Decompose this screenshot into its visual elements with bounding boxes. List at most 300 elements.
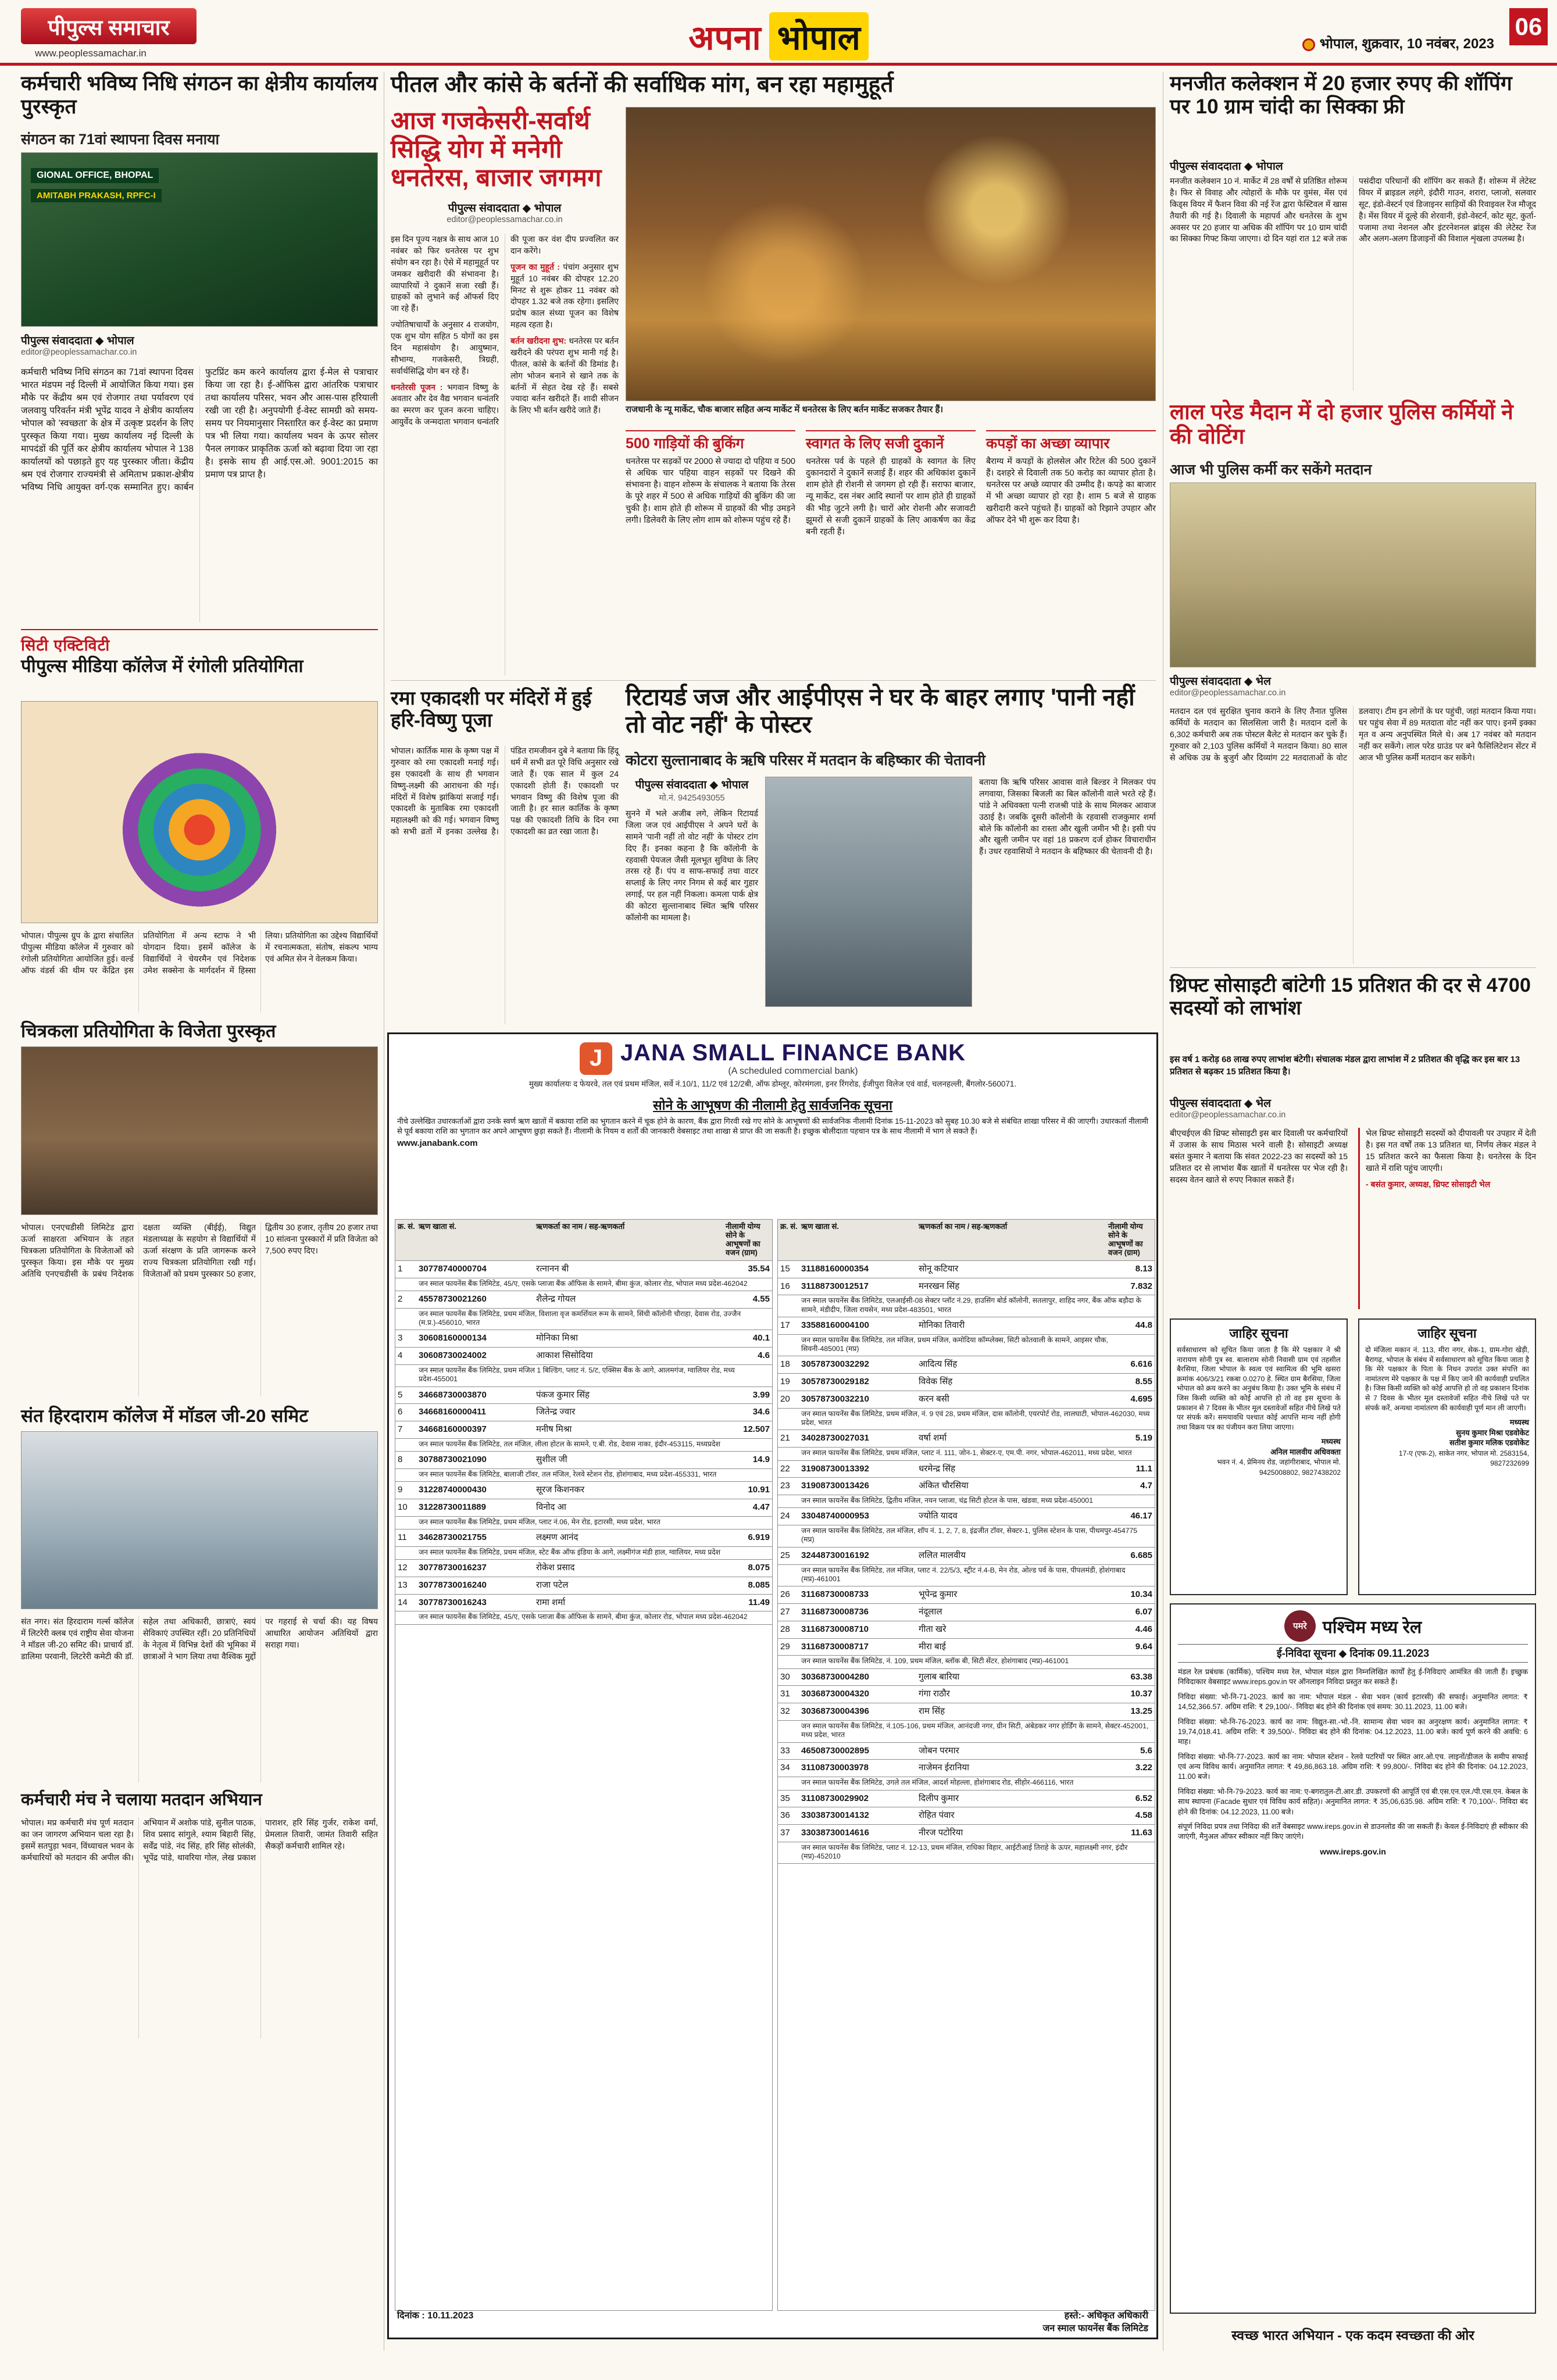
box-clothes xyxy=(986,430,1156,677)
col-no: क्र. सं. xyxy=(398,1222,415,1231)
row-weight: 63.38 xyxy=(1130,1671,1152,1682)
row-no: 17 xyxy=(780,1320,790,1330)
box-bookings-text: धनतेरस पर सड़कों पर 2000 से ज्यादा दो पहिया व 500 से अधिक चार पहिया वाहन सड़कों पर दिखने की संभावना है। वाहन शोरूम के संचालक ने बताया कि तेरस के पूरे शहर में 500 से अधिक गाड़ियों की बुकिंग की जा चुकी है। शाम होते ही शोरूम में ग्राहकों की भीड़ उमड़ने लगी। डिलेवरी के लिए लोग शाम को शोरूम पहुंच रहे हैं। xyxy=(626,456,795,525)
row-weight: 6.919 xyxy=(748,1532,770,1543)
auction-row xyxy=(778,1669,1155,1686)
row-weight: 4.7 xyxy=(1140,1481,1152,1491)
railway-website: www.ireps.gov.in xyxy=(1320,1846,1386,1856)
row-weight: 11.63 xyxy=(1131,1828,1152,1838)
thrift-rule xyxy=(1170,967,1536,968)
thrift-quote-block xyxy=(1358,1128,1536,1309)
row-account: 34028730027031 xyxy=(801,1433,869,1443)
ad-footer-date: दिनांक : 10.11.2023 xyxy=(397,2311,474,2321)
auction-row xyxy=(395,1577,772,1595)
row-account: 32448730016192 xyxy=(801,1550,869,1560)
row-no: 10 xyxy=(398,1502,408,1513)
row-borrower: राजा पटेल xyxy=(536,1579,569,1590)
thrift-contact: editor@peoplessamachar.co.in xyxy=(1170,1110,1286,1120)
row-account: 30578730029182 xyxy=(801,1377,869,1387)
dhanteras-photo-caption: राजधानी के न्यू मार्केट, चौक बाजार सहित अन्य मार्केट में धनतेरस के लिए बर्तन मार्केट सजकर तैयार हैं। xyxy=(626,405,944,414)
row-account: 31908730013426 xyxy=(801,1481,869,1491)
auction-row xyxy=(778,1825,1155,1864)
auction-table-left-wrap xyxy=(395,1219,773,2311)
notice2-body: दो मंजिला मकान नं. 113, मीरा नगर, सेक-1, ग्राम-गोरा खेड़ी, बैरागढ़, भोपाल के संबंध में सर्वसाधारण को सूचित किया जाता है कि मेरे पक्षकार के पिता के निधन उपरांत उक्त संपत्ति का नामांतरण मेरे पक्षकार के पक्ष में किए जाने की कार्यवाही प्रचलित है। जिस किसी व्यक्ति को कोई आपत्ति हो तो वह प्रकाशन दिनांक से 7 दिवस के भीतर मूल दस्तावेजों सहित नीचे लिखे पते पर संपर्क करें, अन्यथा नामांतरण की कार्यवाही पूर्ण मान ली जाएगी। xyxy=(1365,1346,1529,1412)
section-banner-apna: अपना xyxy=(688,19,761,57)
epfo-subhead: संगठन का 71वां स्थापना दिवस मनाया xyxy=(21,131,220,148)
notice2-advocate-1: सुनय कुमार मिश्रा एडवोकेट xyxy=(1456,1428,1529,1437)
auction-row xyxy=(778,1604,1155,1621)
row-borrower: नाजेमन ईरानिया xyxy=(919,1763,969,1773)
row-weight: 8.55 xyxy=(1135,1377,1152,1387)
row-weight: 5.6 xyxy=(1140,1745,1152,1756)
notice2-address: 17-ए (एफ-2), साकेत नगर, भोपाल मो. 2583154, 9827232699 xyxy=(1398,1449,1529,1468)
row-no: 7 xyxy=(398,1424,403,1435)
row-borrower: दिलीप कुमार xyxy=(919,1793,959,1803)
auction-row xyxy=(778,1391,1155,1430)
row-branch: जन स्माल फायनेंस बैंक लिमिटेड, प्रथम मंजिल, स्टेट बैंक ऑफ इंडिया के आगे, लक्ष्मीगंज मंडी हाल, ग्वालियर, मध्य प्रदेश xyxy=(395,1547,772,1560)
row-no: 11 xyxy=(398,1532,407,1543)
row-no: 15 xyxy=(780,1263,790,1274)
lalparade-headline: लाल परेड मैदान में दो हजार पुलिस कर्मियों ने की वोटिंग xyxy=(1170,400,1514,449)
row-borrower: विनोद आ xyxy=(536,1502,566,1513)
bank-auction-ad xyxy=(387,1032,1158,2339)
row-account: 31168730008733 xyxy=(801,1589,869,1600)
epfo-byline: पीपुल्स संवाददाता ◆ भोपाल xyxy=(21,335,134,347)
auction-row xyxy=(395,1404,772,1421)
auction-row xyxy=(778,1791,1155,1808)
row-borrower: शैलेन्द्र गोयल xyxy=(536,1293,576,1304)
row-no: 20 xyxy=(780,1393,790,1404)
auction-row xyxy=(778,1807,1155,1825)
row-account: 33038730014132 xyxy=(801,1810,869,1821)
auction-table-left-header xyxy=(395,1220,772,1261)
box-shops xyxy=(806,430,976,677)
row-account: 34628730021755 xyxy=(419,1532,487,1543)
row-no: 16 xyxy=(780,1281,790,1291)
row-account: 30778730016243 xyxy=(419,1597,487,1607)
auction-row xyxy=(778,1686,1155,1703)
row-branch: जन स्माल फायनेंस बैंक लिमिटेड, नं.105-106, प्रथम मंजिल, आनंदजी नगर, ग्रीन सिटी, अंबेडकर नगर होर्डिंग के सामने, सेक्टर-452001, मध्य प्रदेश, भारत xyxy=(778,1721,1155,1743)
paragraph-lead: धनतेरसी पूजन : xyxy=(391,382,443,392)
notice1-title: जाहिर सूचना xyxy=(1229,1326,1288,1341)
row-branch: जन स्माल फायनेंस बैंक लिमिटेड, तल मंजिल, प्रथम मंजिल, कमोदिया कॉम्प्लेक्स, सिटी कोतवाली के सामने, आइसर चौक, सिवनी-485001 (मप्र) xyxy=(778,1335,1155,1357)
auction-row xyxy=(395,1387,772,1405)
rama-body: भोपाल। कार्तिक मास के कृष्ण पक्ष में गुरुवार को रमा एकादशी मनाई गई। इस एकादशी के साथ ही भगवान विष्णु-लक्ष्मी की आराधना की गई। मंदिरों में विशेष झांकियां सजाई गईं। एकादशी के मुताबिक रमा एकादशी महालक्ष्मी को की गई। भगवान विष्णु को सभी व्रतों में इनका उल्लेख है। पंडित रामजीवन दुबे ने बताया कि हिंदू धर्म में सभी व्रत पूरे विधि अनुसार रखे जाते हैं। एक साल में कुल 24 एकादशी होती हैं। एकादशी पर भगवान विष्णु की विशेष पूजा की जाती है। हर साल कार्तिक के कृष्ण पक्ष की एकादशी तिथि के दिन रमा एकादशी का व्रत रखा जाता है। xyxy=(391,746,619,837)
auction-row xyxy=(395,1261,772,1291)
railway-notice-title: ई-निविदा सूचना ◆ दिनांक 09.11.2023 xyxy=(1178,1644,1528,1663)
row-account: 33038730014616 xyxy=(801,1828,869,1838)
col-acc: ऋण खाता सं. xyxy=(801,1222,839,1231)
epfo-contact: editor@peoplessamachar.co.in xyxy=(21,348,137,357)
row-borrower: राम सिंह xyxy=(919,1706,945,1717)
row-weight: 10.34 xyxy=(1130,1589,1152,1600)
row-branch: जन स्माल फायनेंस बैंक लिमिटेड, तल मंजिल, लीला होटल के सामने, ए.बी. रोड, देवास नाका, इंदौर-453115, मध्यप्रदेश xyxy=(395,1439,772,1452)
auction-row xyxy=(778,1743,1155,1760)
lalparade-contact: editor@peoplessamachar.co.in xyxy=(1170,688,1286,698)
row-borrower: नंदूलाल xyxy=(919,1607,942,1617)
page-number: 06 xyxy=(1509,8,1548,45)
row-account: 30788730021090 xyxy=(419,1455,487,1465)
row-branch: जन स्माल फायनेंस बैंक लिमिटेड, प्रथम मंजिल, प्लाट नं. 111, जोन-1, सेक्टर-ए, एम.पी. नगर, भोपाल-462011, मध्य प्रदेश, भारत xyxy=(778,1448,1155,1460)
epfo-headline: कर्मचारी भविष्य निधि संगठन का क्षेत्रीय कार्यालय पुरस्कृत xyxy=(21,72,378,118)
dhanteras-market-photo xyxy=(626,107,1156,401)
thrift-byline: पीपुल्स संवाददाता ◆ भेल xyxy=(1170,1098,1272,1110)
row-borrower: सुशील जी xyxy=(536,1455,567,1465)
row-weight: 10.91 xyxy=(748,1485,770,1495)
railway-paragraph: मंडल रेल प्रबंधक (कार्मिक), पश्चिम मध्य रेल, भोपाल मंडल द्वारा निम्नलिखित कार्यों हेतु ई-निविदाएं आमंत्रित की जाती हैं। इच्छुक निविदाकार वेबसाइट www.ireps.gov.in पर ऑनलाइन निविदा प्रस्तुत कर सकते हैं। xyxy=(1178,1668,1528,1686)
row-borrower: सूरज किशनकर xyxy=(536,1485,585,1495)
row-account: 31168730008717 xyxy=(801,1641,869,1652)
row-borrower: विवेक सिंह xyxy=(919,1377,953,1387)
row-weight: 14.9 xyxy=(752,1455,770,1465)
row-weight: 4.6 xyxy=(758,1350,770,1361)
row-no: 28 xyxy=(780,1624,790,1634)
paragraph-lead: पूजन का मुहूर्त : xyxy=(510,262,560,271)
auction-rows-right xyxy=(778,1261,1155,1864)
judge-subhead: कोटरा सुल्तानाबाद के ऋषि परिसर में मतदान के बहिष्कार की चेतावनी xyxy=(626,752,985,769)
g20-body: संत नगर। संत हिरदाराम गर्ल्स कॉलेज में लिटरेरी क्लब एवं राष्ट्रीय सेवा योजना ने मॉडल जी-20 समिट की। प्राचार्य डॉ. डालिमा परवानी, लिटरेरी कमेटी की डॉ. सहेल तथा अधिकारी, छात्राएं, स्वयं सेविकाएं उपस्थित रहीं। 20 प्रतिनिधियों के नेतृत्व में विभिन्न देशों की भूमिका में छात्राओं ने भाग लिया तथा वैश्विक मुद्दों पर गहराई से चर्चा की। यह विषय आधारित आयोजन अतिथियों द्वारा सराहा गया। xyxy=(21,1617,378,1661)
row-branch: जन स्माल फायनेंस बैंक लिमिटेड, 45/ए, एसके प्लाजा बैंक ऑफिस के सामने, बीमा कुंज, कोलार रोड, भोपाल मध्य प्रदेश-462042 xyxy=(395,1278,772,1291)
row-account: 45578730021260 xyxy=(419,1293,487,1304)
auction-row xyxy=(778,1461,1155,1478)
col-wt: नीलामी योग्य सोने के आभूषणों का वजन (ग्राम) xyxy=(726,1222,760,1257)
row-branch: जन स्माल फायनेंस बैंक लिमिटेड, तल मंजिल, शॉप नं. 1, 2, 7, 8, इंद्रजीत टॉवर, सेक्टर-1, पुलिस स्टेशन के पास, पीथमपुर-454775 (मप्र) xyxy=(778,1525,1155,1548)
thrift-headline: थ्रिफ्ट सोसाइटी बांटेगी 15 प्रतिशत की दर से 4700 सदस्यों को लाभांश xyxy=(1170,974,1531,1019)
judge-headline: रिटायर्ड जज और आईपीएस ने घर के बाहर लगाए 'पानी नहीं तो वोट नहीं' के पोस्टर xyxy=(626,684,1135,738)
row-weight: 6.616 xyxy=(1130,1359,1152,1370)
row-borrower: जोबन परमार xyxy=(919,1745,959,1756)
row-account: 31168730008710 xyxy=(801,1624,869,1634)
row-borrower: जितेन्द्र ज्वार xyxy=(536,1407,576,1417)
row-no: 35 xyxy=(780,1793,790,1803)
row-weight: 44.8 xyxy=(1135,1320,1152,1330)
row-weight: 11.1 xyxy=(1135,1463,1152,1474)
auction-row xyxy=(395,1499,772,1530)
row-borrower: आदित्य सिंह xyxy=(919,1359,958,1370)
public-notice-1 xyxy=(1170,1318,1348,1595)
row-account: 30578730032210 xyxy=(801,1393,869,1404)
row-weight: 7.832 xyxy=(1130,1281,1152,1291)
auction-row xyxy=(778,1317,1155,1356)
auction-table-right-wrap xyxy=(777,1219,1155,2311)
row-weight: 6.07 xyxy=(1135,1607,1152,1617)
row-no: 32 xyxy=(780,1706,790,1717)
row-account: 30608160000134 xyxy=(419,1333,487,1343)
row-no: 26 xyxy=(780,1589,790,1600)
rama-headline: रमा एकादशी पर मंदिरों में हुई हरि-विष्णु पूजा xyxy=(391,687,592,731)
col-no: क्र. सं. xyxy=(780,1222,798,1231)
auction-row xyxy=(778,1278,1155,1317)
center-rule xyxy=(391,680,1156,681)
row-account: 31188160000354 xyxy=(801,1263,869,1274)
row-weight: 4.47 xyxy=(752,1502,770,1513)
row-account: 30608730024002 xyxy=(419,1350,487,1361)
row-borrower: गंगा राठौर xyxy=(919,1689,950,1699)
row-branch: जन स्माल फायनेंस बैंक लिमिटेड, प्रथम मंजिल, नं. 9 एवं 28, प्रथम मंजिल, दास कॉलोनी, एयरपोर्ट रोड, लालघाटी, भोपाल-462030, मध्य प्रदेश, भारत xyxy=(778,1409,1155,1431)
ad-footer-sign2: जन स्माल फायनेंस बैंक लिमिटेड xyxy=(1042,2324,1148,2333)
col-name: ऋणकर्ता का नाम / सह-ऋणकर्ता xyxy=(536,1222,625,1231)
notice2-sign-role: मध्यस्थ xyxy=(1509,1418,1529,1427)
manch-body: भोपाल। मप्र कर्मचारी मंच पूर्ण मतदान का जन जागरण अभियान चला रहा है। इसमें सतपुड़ा भवन, विंध्याचल भवन के कर्मचारियों को मतदान की अपील की। अभियान में अशोक पांडे, सुनील पाठक, शिव प्रसाद सांगुले, श्याम बिहारी सिंह, सर्वेंद्र पांडे, नंद सिंह, हरि सिंह सोलंकी, भूपेंद्र पांडे, थावरिया गोल, लेख प्रकाश पाराशर, हरि सिंह गुर्जर, राकेश वर्मा, प्रेमलाल तिवारी, जामंत तिवारी सहित सैकड़ों कर्मचारी शामिल रहे। xyxy=(21,1818,378,1862)
row-branch: जन स्माल फायनेंस बैंक लिमिटेड, उगले तल मंजिल, आदर्श मोहल्ला, होशंगाबाद रोड, सीहोर-466116, भारत xyxy=(778,1777,1155,1790)
box-shops-text: धनतेरस पर्व के पहले ही ग्राहकों के स्वागत के लिए दुकानदारों ने दुकानें सजाई हैं। शहर की अधिकांश दुकानें शाम होते ही रोशनी से जगमग हो रही हैं। सराफा बाजार, न्यू मार्केट, दस नंबर आदि स्थानों पर शाम होते ही ग्राहकों की भीड़ जुटने लगी है। चारों ओर रोशनी और सजावटी झूमरों से सजी दुकानें ग्राहकों के लिए आकर्षण का केंद्र बनी रहती हैं। xyxy=(806,456,976,537)
paragraph-text: ज्योतिषाचार्यों के अनुसार 4 राजयोग, एक शुभ योग सहित 5 योगों का इस दिन महासंयोग है। आयुष्मान, सौभाग्य, गजकेसरी, त्रिग्रही, सर्वार्थसिद्धि योग बन रहे हैं। xyxy=(391,320,499,376)
epfo-body: कर्मचारी भविष्य निधि संगठन का 71वां स्थापना दिवस भारत मंडपम नई दिल्ली में आयोजित किया गया। इस मौके पर केंद्रीय श्रम एवं रोजगार तथा पर्यावरण एवं जलवायु परिवर्तन मंत्री भूपेंद्र यादव ने क्षेत्रीय कार्यालय भोपाल को 'स्वच्छता' के क्षेत्र में उत्कृष्ट प्रदर्शन के लिए पुरस्कृत किया गया। मुख्य कार्यालय नई दिल्ली के मापदंडों की पूर्ति कर क्षेत्रीय कार्यालय भोपाल ने 138 कार्यालयों को पछाड़ते हुए यह पुरस्कार जीता। केंद्रीय श्रम एवं रोजगार राज्यमंत्री से अमिताभ प्रकाश-क्षेत्रीय भविष्य निधि आयुक्त वर्ग-एक सम्मानित हुए। कार्बन फुटप्रिंट कम करने कार्यालय द्वारा ई-मेल से पत्राचार किया जा रहा है। ई-ऑफिस द्वारा आंतरिक पत्राचार तथा कार्यालय परिसर, भवन और आस-पास हरियाली रखी जा रही है। अनुपयोगी ई-वेस्ट सामग्री को समय-समय पर नियमानुसार निस्तारित कर ई-वेस्ट का प्रमाण पत्र भी लिया गया। कार्यालय भवन के ऊपर सोलर पैनल लगाकर प्राकृतिक ऊर्जा को बढ़ावा दिया जा रहा है। इसके साथ ही आई.एस.ओ. 9001:2015 का प्रमाण पत्र प्राप्त है। xyxy=(21,367,378,492)
judge-col-right: बताया कि ऋषि परिसर आवास वाले बिल्डर ने मिलकर पंप लगवाया, जिसका बिजली का बिल कॉलोनी वाले भरते रहे हैं। पांडे ने अधिवक्ता पत्नी राजश्री पांडे के साथ मिलकर आवाज उठाई है। जबकि दूसरी कॉलोनी के रहवासी राजकुमार शर्मा बोले कि कॉलोनी का रास्ता और खुली जमीन भी है। इसी पंप और खुली जमीन पर वहां 18 प्रकरण दर्ज होकर विचाराधीन हैं। उधर रहवासियों ने मतदान के बहिष्कार की चेतावनी दी है। xyxy=(979,777,1156,856)
row-borrower: धरमेन्द्र सिंह xyxy=(919,1463,956,1474)
box-clothes-text: बैराग्य में कपड़ों के होलसेल और रिटेल की 500 दुकानें हैं। दशहरे से दिवाली तक 50 करोड़ का व्यापार होता है। धनतेरस पर अच्छे व्यापार की उम्मीद है। कपड़े का बाजार में भी अच्छा व्यापार हो रहा है। शाम 5 बजे से ग्राहक खरीदारी करने पहुंचते हैं। ग्राहकों को रिझाने उपहार और ऑफर देने भी शुरू कर दिया है। xyxy=(986,456,1156,525)
lalparade-subhead: आज भी पुलिस कर्मी कर सकेंगे मतदान xyxy=(1170,462,1372,478)
row-account: 34668730003870 xyxy=(419,1389,487,1400)
row-no: 1 xyxy=(398,1263,403,1274)
row-borrower: पंकज कुमार सिंह xyxy=(536,1389,590,1400)
section-banner xyxy=(610,15,947,57)
auction-row xyxy=(395,1482,772,1499)
row-weight: 34.6 xyxy=(752,1407,770,1417)
row-no: 34 xyxy=(780,1763,790,1773)
masthead-title: पीपुल्स समाचार xyxy=(48,15,170,40)
masthead-website: www.peoplessamachar.in xyxy=(35,48,147,59)
auction-row xyxy=(778,1356,1155,1374)
row-no: 36 xyxy=(780,1810,790,1821)
row-weight: 3.22 xyxy=(1135,1763,1152,1773)
row-weight: 12.507 xyxy=(743,1424,770,1435)
railway-notice-body xyxy=(1178,1667,1528,1842)
epfo-photo-banner-1: GIONAL OFFICE, BHOPAL xyxy=(31,168,159,183)
row-borrower: मनीष मिश्रा xyxy=(536,1424,572,1435)
row-borrower: मीरा बाई xyxy=(919,1641,946,1652)
row-borrower: आकाश सिसोदिया xyxy=(536,1350,593,1361)
railway-paragraph: निविदा संख्या: भो-नि-79-2023. कार्य का नाम: ए-बगरातुल-टी.आर.डी. उपकरणों की आपूर्ति एवं बी.एस.एन.एल./पी.एस.एन. केबल के साथ स्थापना (Facade सुधार एवं विविध कार्य सहित)। अनुमानित लागत: ₹ 35,06,635.98. अग्रिम राशि: ₹ 70,100/-. निविदा बंद होने की दिनांक: 04.12.2023, 11.00 बजे। xyxy=(1178,1787,1528,1816)
row-borrower: मनरखन सिंह xyxy=(919,1281,960,1291)
lalparade-body: मतदान दल एवं सुरक्षित चुनाव कराने के लिए तैनात पुलिस कर्मियों के मतदान का सिलसिला जारी है। मतदान दलों के 6,302 कर्मचारी अब तक पोस्टल बैलेट से मतदान कर चुके हैं। गुरुवार को 2,103 पुलिस कर्मियों ने मतदान किया। 80 साल से अधिक उम्र के बुजुर्ग और दिव्यांग 22 मतदाताओं के वोट डलवाए। टीम इन लोगों के घर पहुंची, जहां मतदान किया गया। घर पहुंच सेवा में 89 मतदाता वोट नहीं कर पाए। इनमें इक्का मृत व अन्य अनुपस्थित मिले थे। अब 17 नवंबर को मतदान नहीं कर सकेंगे। लाल परेड ग्राउंड पर बने फैसिलिटेशन सेंटर में आज भी पुलिस कर्मी मतदान कर सकेंगे। xyxy=(1170,706,1536,762)
epfo-photo-banner-2: AMITABH PRAKASH, RPFC-I xyxy=(31,189,162,202)
row-weight: 8.075 xyxy=(748,1563,770,1573)
auction-row xyxy=(778,1430,1155,1460)
row-borrower: मोनिका तिवारी xyxy=(919,1320,965,1330)
col-wt: नीलामी योग्य सोने के आभूषणों का वजन (ग्राम) xyxy=(1108,1222,1143,1257)
row-account: 31188730012517 xyxy=(801,1281,869,1291)
row-no: 25 xyxy=(780,1550,790,1560)
auction-row xyxy=(395,1530,772,1560)
row-branch: जन स्माल फायनेंस बैंक लिमिटेड, प्लाट नं. 12-13, प्रथम मंजिल, राधिका विहार, आईटीआई तिराहे के ऊपर, महालक्ष्मी नगर, इंदौर (मप्र)-452010 xyxy=(778,1842,1155,1864)
chitrakala-photo xyxy=(21,1046,378,1215)
row-borrower: रोकेश प्रसाद xyxy=(536,1563,575,1573)
row-account: 30368730004396 xyxy=(801,1706,869,1717)
thrift-quote-signature: - बसंत कुमार, अध्यक्ष, थ्रिफ्ट सोसाइटी भेल xyxy=(1366,1179,1491,1189)
row-weight: 11.49 xyxy=(748,1597,770,1607)
row-branch: जन स्माल फायनेंस बैंक लिमिटेड, प्रथम मंजिल 1 बिल्डिंग, प्लाट नं. 5/ट, एक्सिस बैंक के आगे, आलमगंज, ग्वालियर रोड, मध्य प्रदेश-455001 xyxy=(395,1365,772,1387)
auction-row xyxy=(778,1586,1155,1604)
railway-paragraph: निविदा संख्या: भो-नि-71-2023. कार्य का नाम: भोपाल मंडल - सेवा भवन (कार्य इटारसी) की सफाई। अनुमानित लागत: ₹ 14,52,366.57. अग्रिम राशि: ₹ 29,100/-. निविदा बंद होने की दिनांक एवं समय: 30.11.2023, 11.00 बजे। xyxy=(1178,1692,1528,1711)
dhanteras-headline: आज गजकेसरी-सर्वार्थ सिद्धि योग में मनेगी धनतेरस, बाजार जगमग xyxy=(391,107,602,192)
paragraph-lead: बर्तन खरीदना शुभ: xyxy=(510,336,567,345)
row-account: 33048740000953 xyxy=(801,1511,869,1521)
epfo-award-photo xyxy=(21,152,378,327)
auction-row xyxy=(395,1421,772,1452)
dhanteras-kicker: पीतल और कांसे के बर्तनों की सर्वाधिक मांग, बन रहा महामुहूर्त xyxy=(391,72,894,97)
dateline: भोपाल, शुक्रवार, 10 नवंबर, 2023 xyxy=(1233,34,1494,53)
auction-row xyxy=(778,1760,1155,1790)
auction-rows-left xyxy=(395,1261,772,1625)
bank-ad-footer xyxy=(397,2308,1148,2334)
bank-address: मुख्य कार्यालयः द फेयरवे, तल एवं प्रथम मंजिल, सर्वे नं.10/1, 11/2 एवं 12/2बी, ऑफ डोम्लूर, कोरमंगला, इनर रिंगरोड, ईजीपुरा विलेज एवं वार्ड, चलनहल्ली, बैंगलोर-560071. xyxy=(528,1080,1017,1088)
row-branch: जन स्माल फायनेंस बैंक लिमिटेड, प्रथम मंजिल, प्लाट नं.06, मेन रोड, इटारसी, मध्य प्रदेश, भारत xyxy=(395,1517,772,1530)
row-account: 31108730029902 xyxy=(801,1793,869,1803)
auction-notice-para: नीचे उल्लेखित उधारकर्ताओं द्वारा उनके स्वर्ण ऋण खातों में बकाया राशि का भुगतान करने में चूक होने के कारण, बैंक द्वारा गिरवी रखे गए सोने के आभूषणों की सार्वजनिक नीलामी दिनांक 15-11-2023 को सुबह 10.30 बजे से संबंधित शाखा परिसर में की जाएगी। उधारकर्ता नीलामी से पूर्व बकाया राशि का भुगतान कर अपने आभूषण छुड़ा सकते हैं। नीलामी के नियम व शर्तों की जानकारी वेबसाइट तथा शाखा से प्राप्त की जा सकती है। इच्छुक बोलीदाता पहचान पत्र के साथ नीलामी में भाग ले सकते हैं। xyxy=(397,1116,1148,1136)
notice2-advocate-2: सतीश कुमार मलिक एडवोकेट xyxy=(1449,1438,1529,1448)
box-shops-title: स्वागत के लिए सजी दुकानें xyxy=(806,435,944,452)
row-account: 30368730004320 xyxy=(801,1689,869,1699)
manjeet-body: मनजीत कलेक्शन 10 नं. मार्केट में 28 वर्षों से प्रतिष्ठित शोरूम है। फिर से विवाह और त्योहारों के मौके पर वुमंस, मेंस एवं किड्स वियर में फैशन विवा की नई रेंज द्वारा फेस्टिवल में खास तैयारी की गई है। दिवाली के महापर्व और धनतेरस के शुभ अवसर पर 20 हजार या अधिक की शॉपिंग पर 10 ग्राम चांदी का सिक्का गिफ्ट किया जाएगा। दो दिन यहां रात 12 बजे तक पसंदीदा परिधानों की शॉपिंग कर सकते हैं। शोरूम में लेटेस्ट वियर में ब्राइडल लहंगे, इंदौरी गाउन, शरारा, प्लाजो, सलवार सूट, इंडो-वेस्टर्न एवं डिजाइनर साड़ियों की रिवाइवल रेंज मौजूद है। मेंस वियर में दूल्हे की शेरवानी, इंडो-वेस्टर्न, कोट सूट, कुर्ता-पजामा तथा नेशनल और इंटरनेशनल ब्रांड्स की लेटेस्ट रेंज और अलग-अलग डिजाइनों की विशाल शृंखला उपलब्ध है। xyxy=(1170,176,1536,244)
row-borrower: ज्योति यादव xyxy=(919,1511,958,1521)
row-account: 31168730008736 xyxy=(801,1607,869,1617)
judge-col-left: सुनने में भले अजीब लगे, लेकिन रिटायर्ड जिला जज एवं आईपीएस ने अपने घरों के सामने 'पानी नहीं तो वोट नहीं' के पोस्टर टांग दिए हैं। इनका कहना है कि कॉलोनी के रहवासी पेयजल जैसी मूलभूत सुविधा के लिए तरस रहे हैं। पंप व साफ-सफाई तथा वाटर सप्लाई के लिए नगर निगम से कई बार गुहार लगाई, पर हल नहीं निकला। कमला पार्क क्षेत्र की कोटरा सुल्तानाबाद स्थित ऋषि परिसर कॉलोनी का मामला है। xyxy=(626,809,758,922)
railway-tender-notice xyxy=(1170,1603,1536,2314)
row-weight: 4.58 xyxy=(1135,1810,1152,1821)
row-borrower: रोहित पंवार xyxy=(919,1810,955,1821)
row-account: 34668160000411 xyxy=(419,1407,486,1417)
row-weight: 6.52 xyxy=(1135,1793,1152,1803)
row-no: 14 xyxy=(398,1597,408,1607)
railway-paragraph: संपूर्ण निविदा प्रपत्र तथा निविदा की शर्तें वेबसाइट www.ireps.gov.in से डाउनलोड की जा सकती हैं। केवल ई-निविदाएं ही स्वीकार की जाएंगी, मैनुअल ऑफर स्वीकार नहीं किए जाएंगे। xyxy=(1178,1822,1528,1841)
row-weight: 3.99 xyxy=(752,1389,770,1400)
box-bookings xyxy=(626,430,795,677)
row-weight: 8.085 xyxy=(748,1579,770,1590)
row-no: 2 xyxy=(398,1293,403,1304)
g20-photo xyxy=(21,1431,378,1609)
header-rule xyxy=(0,63,1557,66)
city-activity-label: सिटी एक्टिविटी xyxy=(21,637,110,654)
box-bookings-title: 500 गाड़ियों की बुकिंग xyxy=(626,435,744,452)
row-no: 5 xyxy=(398,1389,403,1400)
row-no: 31 xyxy=(780,1689,790,1699)
row-weight: 6.685 xyxy=(1130,1550,1152,1560)
judge-poster-photo xyxy=(765,777,972,1007)
railway-paragraph: निविदा संख्या: भो-नि-77-2023. कार्य का नाम: भोपाल स्टेशन - रेलवे पटरियों पर स्थित आर.ओ.एच. लाइनों/डीजल के समीप सफाई एवं अन्य विविध कार्य। अनुमानित लागत: ₹ 49,86,863.18. अग्रिम राशि: ₹ 99,800/-. निविदा बंद होने की दिनांक: 04.12.2023, 11.00 बजे। xyxy=(1178,1752,1528,1781)
row-branch: जन स्माल फायनेंस बैंक लिमिटेड, 45/ए, एसके प्लाजा बैंक ऑफिस के सामने, बीमा कुंज, कोलार रोड, भोपाल मध्य प्रदेश-462042 xyxy=(395,1611,772,1624)
box-clothes-title: कपड़ों का अच्छा व्यापार xyxy=(986,435,1110,452)
row-branch: जन स्माल फायनेंस बैंक लिमिटेड, प्रथम मंजिल, विशाला वृज कमर्शियल रूम के सामने, सिंधी कॉलोनी चौराहा, देवास रोड, उज्जैन (म.प्र.)-456010, भारत xyxy=(395,1309,772,1331)
row-account: 30778740000704 xyxy=(419,1263,487,1274)
row-no: 21 xyxy=(780,1433,790,1443)
row-borrower: भूपेन्द्र कुमार xyxy=(919,1589,958,1600)
row-account: 31228740000430 xyxy=(419,1485,487,1495)
city-rule xyxy=(21,629,378,630)
notice1-sign-role: मध्यस्थ xyxy=(1321,1437,1341,1446)
row-weight: 5.19 xyxy=(1135,1433,1152,1443)
thrift-lead: इस वर्ष 1 करोड़ 68 लाख रुपए लाभांश बंटेगी। संचालक मंडल द्वारा लाभांश में 2 प्रतिशत की वृद्धि कर इस बार 13 प्रतिशत से बढ़कर 15 प्रतिशत किया है। xyxy=(1170,1055,1520,1077)
chitrakala-body: भोपाल। एनएचडीसी लिमिटेड द्वारा ऊर्जा साक्षरता अभियान के तहत चित्रकला प्रतियोगिता के विजेताओं को पुरस्कृत किया। इस मौके पर मुख्य अतिथि एनएचडीसी के प्रबंध निदेशक दक्षता व्यक्ति (बीईई), विद्युत मंडलाध्यक्ष के सहयोग से विद्यार्थियों में ऊर्जा संरक्षण के प्रति जागरूक करने राज्य चित्रकला प्रतियोगिता रखी गई। विजेताओं को प्रथम पुरस्कार 50 हजार, द्वितीय 30 हजार, तृतीय 20 हजार तथा 10 सांत्वना पुरस्कारों में प्रति विजेता को 7,500 रुपए दिए। xyxy=(21,1223,378,1278)
judge-phone: मो.नं. 9425493055 xyxy=(659,794,725,803)
row-account: 31228730011889 xyxy=(419,1502,486,1513)
row-no: 24 xyxy=(780,1511,790,1521)
row-branch: जन स्माल फायनेंस बैंक लिमिटेड, द्वितीय मंजिल, नयन प्लाजा, चंद्र सिटी होटल के पास, खंडवा, मध्य प्रदेश-450001 xyxy=(778,1495,1155,1508)
auction-row xyxy=(778,1548,1155,1586)
row-account: 34668160000397 xyxy=(419,1424,487,1435)
row-branch: जन स्माल फायनेंस बैंक लिमिटेड, एलआईसी-08 सेक्टर प्लॉट नं.29, हाउसिंग बोर्ड कॉलोनी, सतलापुर, शाहिद नगर, बैंक ऑफ बड़ौदा के सामने, मंडीदीप, जिला रायसेन, मध्य प्रदेश-483501, भारत xyxy=(778,1295,1155,1317)
auction-row xyxy=(778,1508,1155,1547)
auction-notice-title: सोने के आभूषण की नीलामी हेतु सार्वजनिक सूचना xyxy=(653,1097,892,1113)
row-no: 18 xyxy=(780,1359,790,1370)
row-no: 12 xyxy=(398,1563,408,1573)
row-weight: 8.13 xyxy=(1135,1263,1152,1274)
row-borrower: मोनिका मिश्रा xyxy=(536,1333,578,1343)
auction-row xyxy=(395,1291,772,1330)
row-borrower: रत्नानन बी xyxy=(536,1263,569,1274)
auction-row xyxy=(778,1621,1155,1639)
paragraph-text: पंचांग अनुसार शुभ मुहूर्त 10 नवंबर की दोपहर 12.20 मिनट से शुरू होकर 11 नवंबर को दोपहर 1.32 बजे तक रहेगा। इसलिए प्रदोष काल संध्या पूजन का विशेष महत्व रहता है। xyxy=(510,262,619,330)
notice2-title: जाहिर सूचना xyxy=(1417,1326,1477,1341)
row-no: 23 xyxy=(780,1481,790,1491)
row-account: 30578730032292 xyxy=(801,1359,869,1370)
row-borrower: करन बसी xyxy=(919,1393,949,1404)
row-borrower: नीरज पटोरिया xyxy=(919,1828,963,1838)
row-borrower: सोनू कटियार xyxy=(919,1263,959,1274)
paragraph-text: भगवान विष्णु के अवतार और देव वैद्य भगवान धन्वंतरि का स्मरण कर पूजन करना चाहिए। आयुर्वेद के जन्मदाता भगवान धन्वंतरि की पूजा कर वंश दीप प्रज्वलित कर दान करेंगे। xyxy=(391,234,619,427)
auction-row xyxy=(778,1703,1155,1742)
row-weight: 10.37 xyxy=(1130,1689,1152,1699)
row-no: 13 xyxy=(398,1579,408,1590)
dhanteras-contact: editor@peoplessamachar.co.in xyxy=(447,215,563,224)
masthead-logo xyxy=(21,8,197,44)
row-branch: जन स्माल फायनेंस बैंक लिमिटेड, बालाजी टॉवर, तल मंजिल, रेलवे स्टेशन रोड, होशंगाबाद, मध्य प्रदेश-455331, भारत xyxy=(395,1469,772,1482)
auction-row xyxy=(395,1348,772,1386)
lalparade-photo xyxy=(1170,483,1536,667)
row-borrower: गीता खरे xyxy=(919,1624,947,1634)
railway-logo-icon: पमरे xyxy=(1284,1610,1316,1642)
row-weight: 40.1 xyxy=(752,1333,770,1343)
auction-row xyxy=(778,1478,1155,1508)
col-acc: ऋण खाता सं. xyxy=(419,1222,456,1231)
row-no: 22 xyxy=(780,1463,790,1474)
auction-row xyxy=(395,1452,772,1482)
row-no: 33 xyxy=(780,1745,790,1756)
notice1-body: सर्वसाधारण को सूचित किया जाता है कि मेरे पक्षकार ने श्री नारायण सोनी पुत्र स्व. बालाराम सोनी निवासी ग्राम एवं तहसील बैरसिया, जिला भोपाल के स्वत्व एवं स्वामित्व की भूमि खसरा क्रमांक 406/3/21 रकबा 0.0270 हे. स्थित ग्राम बैरसिया, जिला भोपाल को क्रय करने का अनुबंध किया है। उक्त भूमि के संबंध में जिस किसी व्यक्ति को कोई आपत्ति हो तो वह इस सूचना के प्रकाशन से 7 दिवस के भीतर मूल दस्तावेजों सहित नीचे लिखे पते पर संपर्क करें। समयावधि पश्चात कोई आपत्ति मान्य नहीं होगी तथा विक्रय पत्र का पंजीयन करा लिया जाएगा। xyxy=(1177,1346,1341,1431)
rangoli-body: भोपाल। पीपुल्स ग्रुप के द्वारा संचालित पीपुल्स मीडिया कॉलेज में गुरुवार को रंगोली प्रतियोगिता आयोजित हुई। वर्ल्ड ऑफ वंडर्स की थीम पर केंद्रित इस प्रतियोगिता में अन्य स्टाफ ने भी योगदान दिया। इसमें कॉलेज के विद्यार्थियों ने चेयरमैन एवं निदेशक उमेश सक्सेना के मार्गदर्शन में हिस्सा लिया। प्रतियोगिता का उद्देश्य विद्यार्थियों में रचनात्मकता, संतोष, संकल्प भाग्य एवं अमित सेन ने वेलकम किया। xyxy=(21,931,378,975)
row-account: 30778730016237 xyxy=(419,1563,487,1573)
judge-left-column xyxy=(626,777,758,924)
railway-name: पश्चिम मध्य रेल xyxy=(1322,1617,1422,1637)
lalparade-byline: पीपुल्स संवाददाता ◆ भेल xyxy=(1170,676,1272,688)
row-no: 19 xyxy=(780,1377,790,1387)
row-account: 33588160004100 xyxy=(801,1320,869,1330)
manjeet-headline: मनजीत कलेक्शन में 20 हजार रुपए की शॉपिंग पर 10 ग्राम चांदी का सिक्का फ्री xyxy=(1170,72,1512,118)
row-borrower: रामा शर्मा xyxy=(536,1597,566,1607)
manjeet-byline: पीपुल्स संवाददाता ◆ भोपाल xyxy=(1170,160,1283,173)
bank-name: JANA SMALL FINANCE BANK xyxy=(620,1040,966,1066)
row-borrower: अंकित चौरसिया xyxy=(919,1481,969,1491)
swachh-bharat-strip: स्वच्छ भारत अभियान - एक कदम स्वच्छता की ओर xyxy=(1231,2328,1474,2343)
brand-dot-icon xyxy=(1302,38,1315,51)
auction-row xyxy=(395,1595,772,1625)
row-no: 30 xyxy=(780,1671,790,1682)
row-weight: 4.46 xyxy=(1135,1624,1152,1634)
row-account: 30368730004280 xyxy=(801,1671,869,1682)
row-no: 27 xyxy=(780,1607,790,1617)
rangoli-headline: पीपुल्स मीडिया कॉलेज में रंगोली प्रतियोगिता xyxy=(21,656,303,676)
row-no: 8 xyxy=(398,1455,403,1465)
notice1-advocate: अनिल मालवीय अधिवक्ता xyxy=(1270,1447,1341,1456)
row-weight: 46.17 xyxy=(1130,1511,1152,1521)
row-account: 46508730002895 xyxy=(801,1745,869,1756)
manch-headline: कर्मचारी मंच ने चलाया मतदान अभियान xyxy=(21,1791,262,1809)
chitrakala-headline: चित्रकला प्रतियोगिता के विजेता पुरस्कृत xyxy=(21,1021,276,1041)
col-name: ऋणकर्ता का नाम / सह-ऋणकर्ता xyxy=(919,1222,1008,1231)
row-no: 37 xyxy=(780,1828,790,1838)
row-borrower: लक्ष्मण आनंद xyxy=(536,1532,578,1543)
section-banner-bhopal: भोपाल xyxy=(769,12,869,60)
